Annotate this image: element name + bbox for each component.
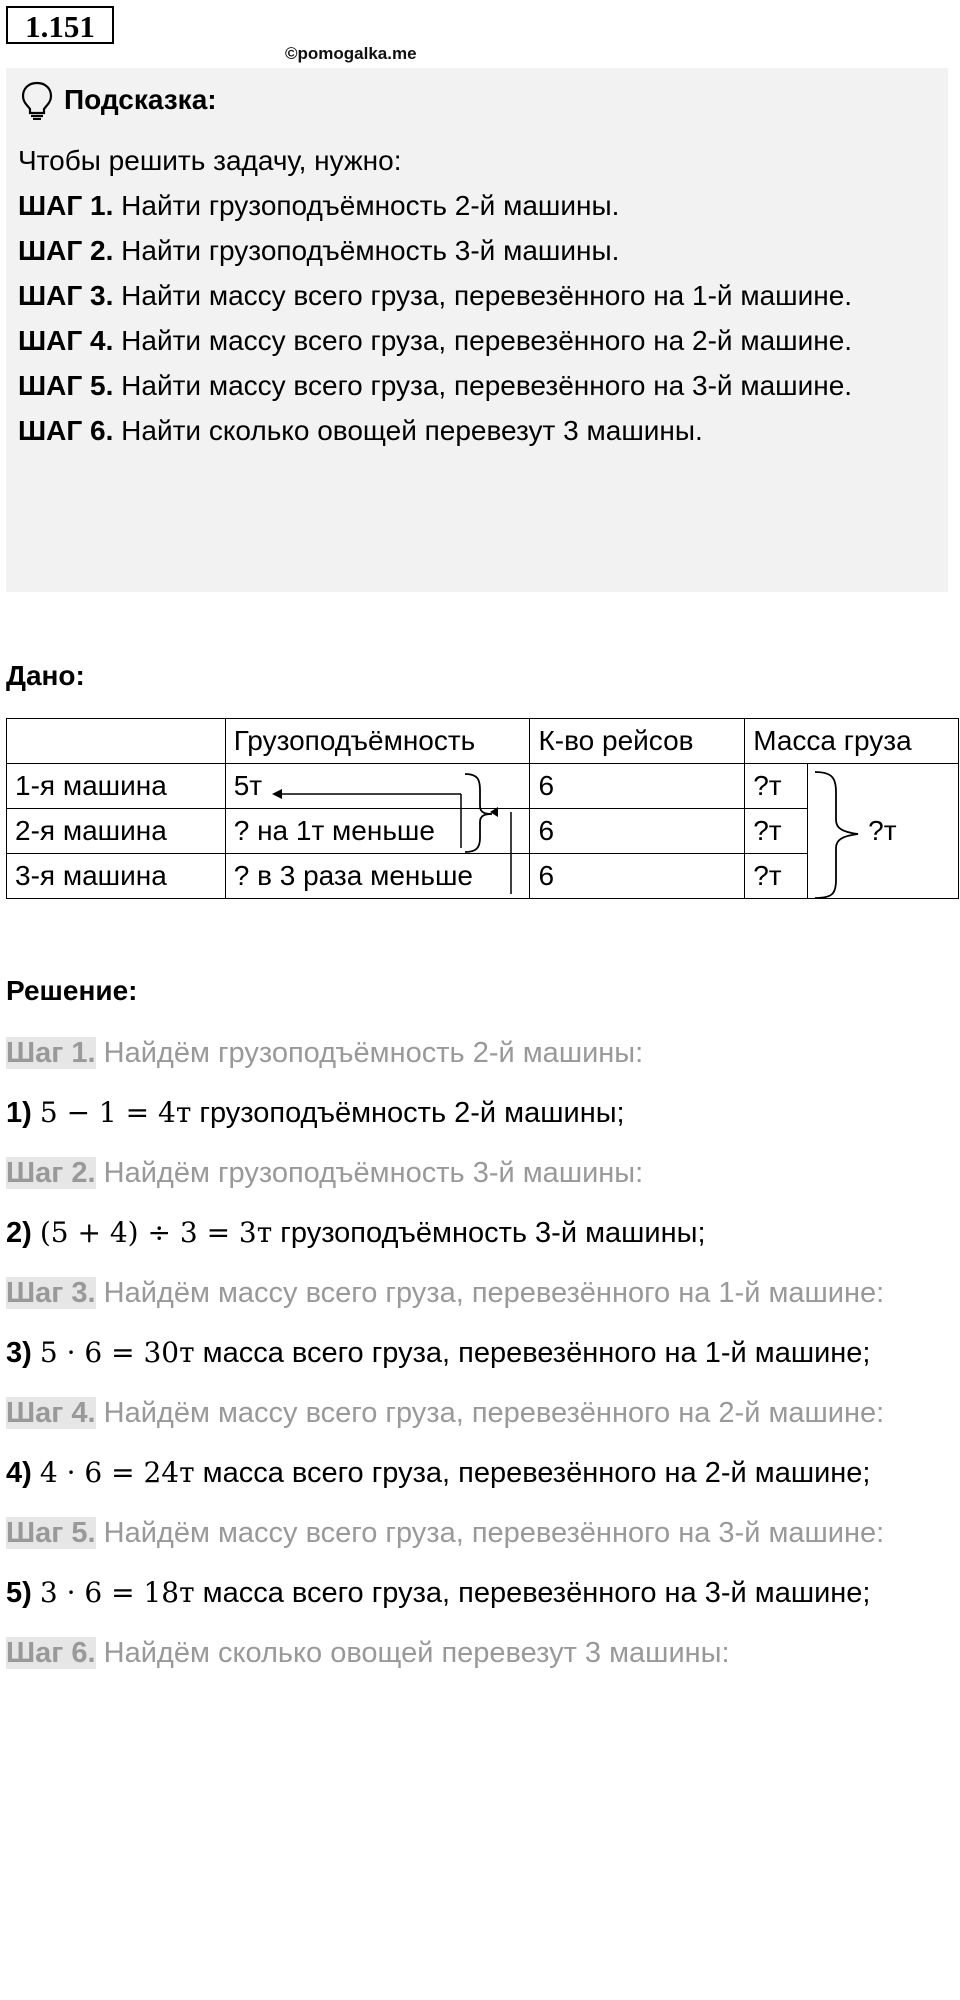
step-number: 5) [6,1577,32,1609]
step-hint [6,1030,946,1076]
row-label: 1-я машина [7,764,226,809]
hint-header [20,80,217,120]
step-hint [6,1270,946,1316]
step-tag: Шаг 3. [6,1277,96,1309]
given-label: Дано: [6,660,85,691]
step-tag: Шаг 4. [6,1397,96,1429]
hint-step-text: Найти массу всего груза, перевезённого на 2-й машине. [113,325,853,356]
step-math: 3 · 6 = 18т [39,1576,195,1609]
step-hint [6,1510,946,1556]
step-tag: Шаг 6. [6,1637,96,1669]
hint-step [18,318,918,363]
hint-lines [18,138,918,453]
hint-step-text: Найти массу всего груза, перевезённого на 3-й машине. [113,370,853,401]
hint-step [18,408,918,453]
mass-cell: ?т [745,764,808,809]
step-tag: Шаг 2. [6,1157,96,1189]
row-label: 3-я машина [7,854,226,899]
watermark: ©pomogalka.me [285,44,417,63]
step-hint-text: Найдём массу всего груза, перевезённого на 3-й машине: [95,1517,885,1549]
header-cell-trips: К-во рейсов [530,719,745,764]
hint-step-label: ШАГ 2. [18,235,114,266]
step-text: масса всего груза, перевезённого на 3-й машине; [194,1577,871,1609]
header-cell-empty [7,719,226,764]
step-hint-text: Найдём массу всего груза, перевезённого на 2-й машине: [95,1397,885,1429]
solution-steps [6,1030,946,1690]
step-hint-text: Найдём грузоподъёмность 3-й машины: [95,1157,644,1189]
hint-step-label: ШАГ 1. [18,190,114,221]
step-hint-text: Найдём сколько овощей перевезут 3 машины: [95,1637,730,1669]
hint-step-text: Найти сколько овощей перевезут 3 машины. [113,415,703,446]
step-hint-text: Найдём грузоподъёмность 2-й машины: [95,1037,644,1069]
table-header-row [7,719,959,764]
given-table [6,718,959,899]
hint-step-label: ШАГ 6. [18,415,114,446]
step-solution [6,1450,946,1496]
step-tag: Шаг 5. [6,1517,96,1549]
row-label: 2-я машина [7,809,226,854]
step-hint [6,1390,946,1436]
hint-step [18,273,918,318]
step-math: (5 + 4) ÷ 3 = 3т [39,1216,273,1249]
step-number: 3) [6,1337,32,1369]
step-hint [6,1150,946,1196]
trips-cell: 6 [530,764,745,809]
step-number: 4) [6,1457,32,1489]
step-solution [6,1330,946,1376]
hint-step-label: ШАГ 5. [18,370,114,401]
hint-step [18,228,918,273]
step-text: грузоподъёмность 2-й машины; [191,1097,625,1129]
capacity-cell: 5т [225,764,530,809]
step-solution [6,1090,946,1136]
hint-intro: Чтобы решить задачу, нужно: [18,145,402,176]
step-math: 5 − 1 = 4т [39,1096,192,1129]
step-text: масса всего груза, перевезённого на 1-й машине; [194,1337,871,1369]
mass-cell: ?т [745,854,808,899]
table-row [7,764,959,809]
step-number: 2) [6,1217,32,1249]
hint-box [6,68,948,592]
step-hint-text: Найдём массу всего груза, перевезённого на 1-й машине: [95,1277,885,1309]
hint-step-text: Найти массу всего груза, перевезённого на 1-й машине. [113,280,853,311]
total-value: ?т [868,815,897,846]
step-solution [6,1570,946,1616]
hint-step-text: Найти грузоподъёмность 2-й машины. [113,190,620,221]
hint-step-label: ШАГ 3. [18,280,114,311]
task-number: 1.151 [6,6,114,44]
mass-cell: ?т [745,809,808,854]
step-number: 1) [6,1097,32,1129]
step-math: 5 · 6 = 30т [39,1336,195,1369]
step-hint [6,1630,946,1676]
step-math: 4 · 6 = 24т [39,1456,195,1489]
header-cell-capacity: Грузоподъёмность [225,719,530,764]
total-cell [808,764,959,899]
step-text: масса всего груза, перевезённого на 2-й машине; [194,1457,871,1489]
hint-step-label: ШАГ 4. [18,325,114,356]
hint-step [18,183,918,228]
header-cell-mass: Масса груза [745,719,959,764]
hint-step [18,363,918,408]
hint-step-text: Найти грузоподъёмность 3-й машины. [113,235,620,266]
trips-cell: 6 [530,854,745,899]
step-solution [6,1210,946,1256]
capacity-cell: ? в 3 раза меньше [225,854,530,899]
step-tag: Шаг 1. [6,1037,96,1069]
capacity-cell: ? на 1т меньше [225,809,530,854]
hint-title: Подсказка: [64,84,217,115]
lightbulb-icon [20,80,54,120]
trips-cell: 6 [530,809,745,854]
step-text: грузоподъёмность 3-й машины; [272,1217,706,1249]
solution-label: Решение: [6,975,138,1006]
